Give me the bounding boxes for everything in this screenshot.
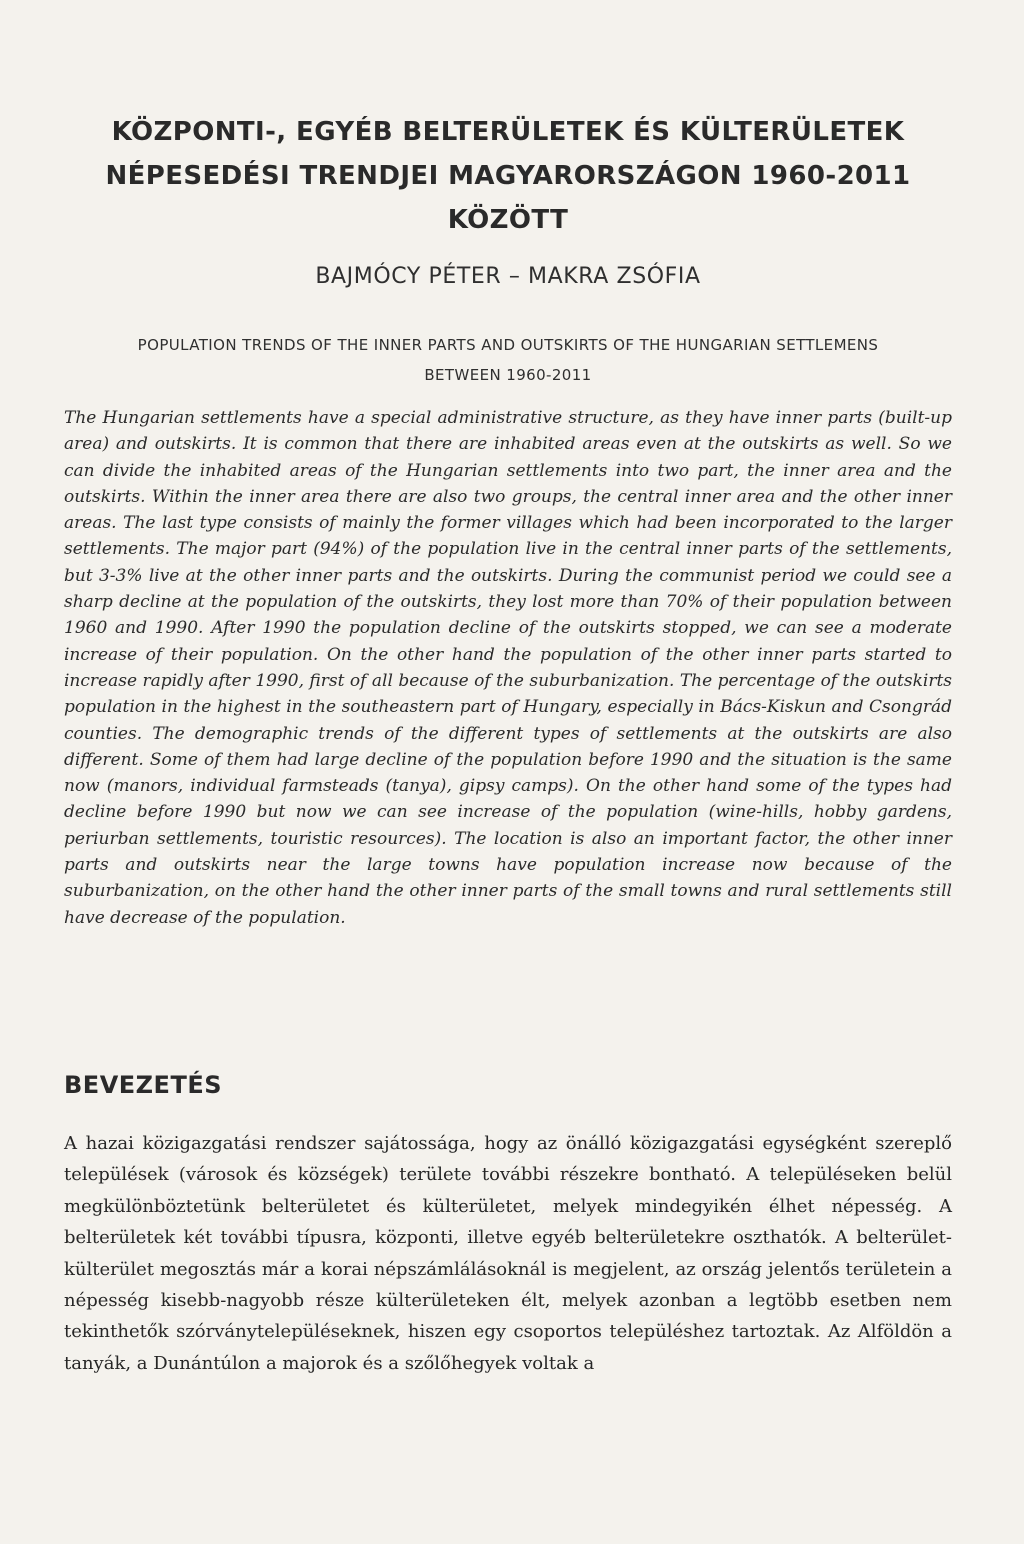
english-title — [64, 330, 952, 390]
intro-paragraph: A hazai közigazgatási rendszer sajátossága, hogy az önálló közigazgatási egységként szereplő települések (városok és községek) területe további részekre bontható. A településeken belül megkülönböztetünk belterületet és külterületet, melyek mindegyikén élhet népesség. A belterületek két további típusra, központi, illetve egyéb belterületekre oszthatók. A belterület-külterület megosztás már a korai népszámlálásoknál is megjelent, az ország jelentős területein a népesség kisebb-nagyobb része külterületeken élt, melyek azonban a legtöbb esetben nem tekinthetők szórványtelepüléseknek, hiszen egy csoportos településhez tartoztak. Az Alföldön a tanyák, a Dunántúlon a majorok és a szőlőhegyek voltak a — [64, 1133, 952, 1374]
title-line-2: NÉPESEDÉSI TRENDJEI MAGYARORSZÁGON 1960-2011 — [105, 161, 911, 191]
section-heading: BEVEZETÉS — [64, 1071, 223, 1099]
english-title-line-1: POPULATION TRENDS OF THE INNER PARTS AND OUTSKIRTS OF THE HUNGARIAN SETTLEMENS — [137, 336, 879, 354]
authors: BAJMÓCY PÉTER – MAKRA ZSÓFIA — [315, 264, 701, 289]
title-line-1: KÖZPONTI-, EGYÉB BELTERÜLETEK ÉS KÜLTERÜLETEK — [111, 117, 905, 147]
english-title-line-2: BETWEEN 1960-2011 — [424, 366, 592, 384]
article-title — [64, 110, 952, 242]
abstract: The Hungarian settlements have a special administrative structure, as they have inner parts (built-up area) and outskirts. It is common that there are inhabited areas even at the outskirts as well. So we can divide the inhabited areas of the Hungarian settlements into two part, the inner area and the outskirts. Within the inner area there are also two groups, the central inner area and the other inner areas. The last type consists of mainly the former villages which had been incorporated to the larger settlements. The major part (94%) of the population live in the central inner parts of the settlements, but 3-3% live at the other inner parts and the outskirts. During the communist period we could see a sharp decline at the population of the outskirts, they lost more than 70% of their population between 1960 and 1990. After 1990 the population decline of the outskirts stopped, we can see a moderate increase of their population. On the other hand the population of the other inner parts started to increase rapidly after 1990, first of all because of the suburbanization. The percentage of the outskirts population in the highest in the southeastern part of Hungary, especially in Bács-Kiskun and Csongrád counties. The demographic trends of the different types of settlements at the outskirts are also different. Some of them had large decline of the population before 1990 and the situation is the same now (manors, individual farmsteads (tanya), gipsy camps). On the other hand some of the types had decline before 1990 but now we can see increase of the population (wine-hills, hobby gardens, periurban settlements, touristic resources). The location is also an important factor, the other inner parts and outskirts near the large towns have population increase now because of the suburbanization, on the other hand the other inner parts of the small towns and rural settlements still have decrease of the population. — [64, 408, 952, 928]
title-line-3: KÖZÖTT — [447, 205, 569, 235]
